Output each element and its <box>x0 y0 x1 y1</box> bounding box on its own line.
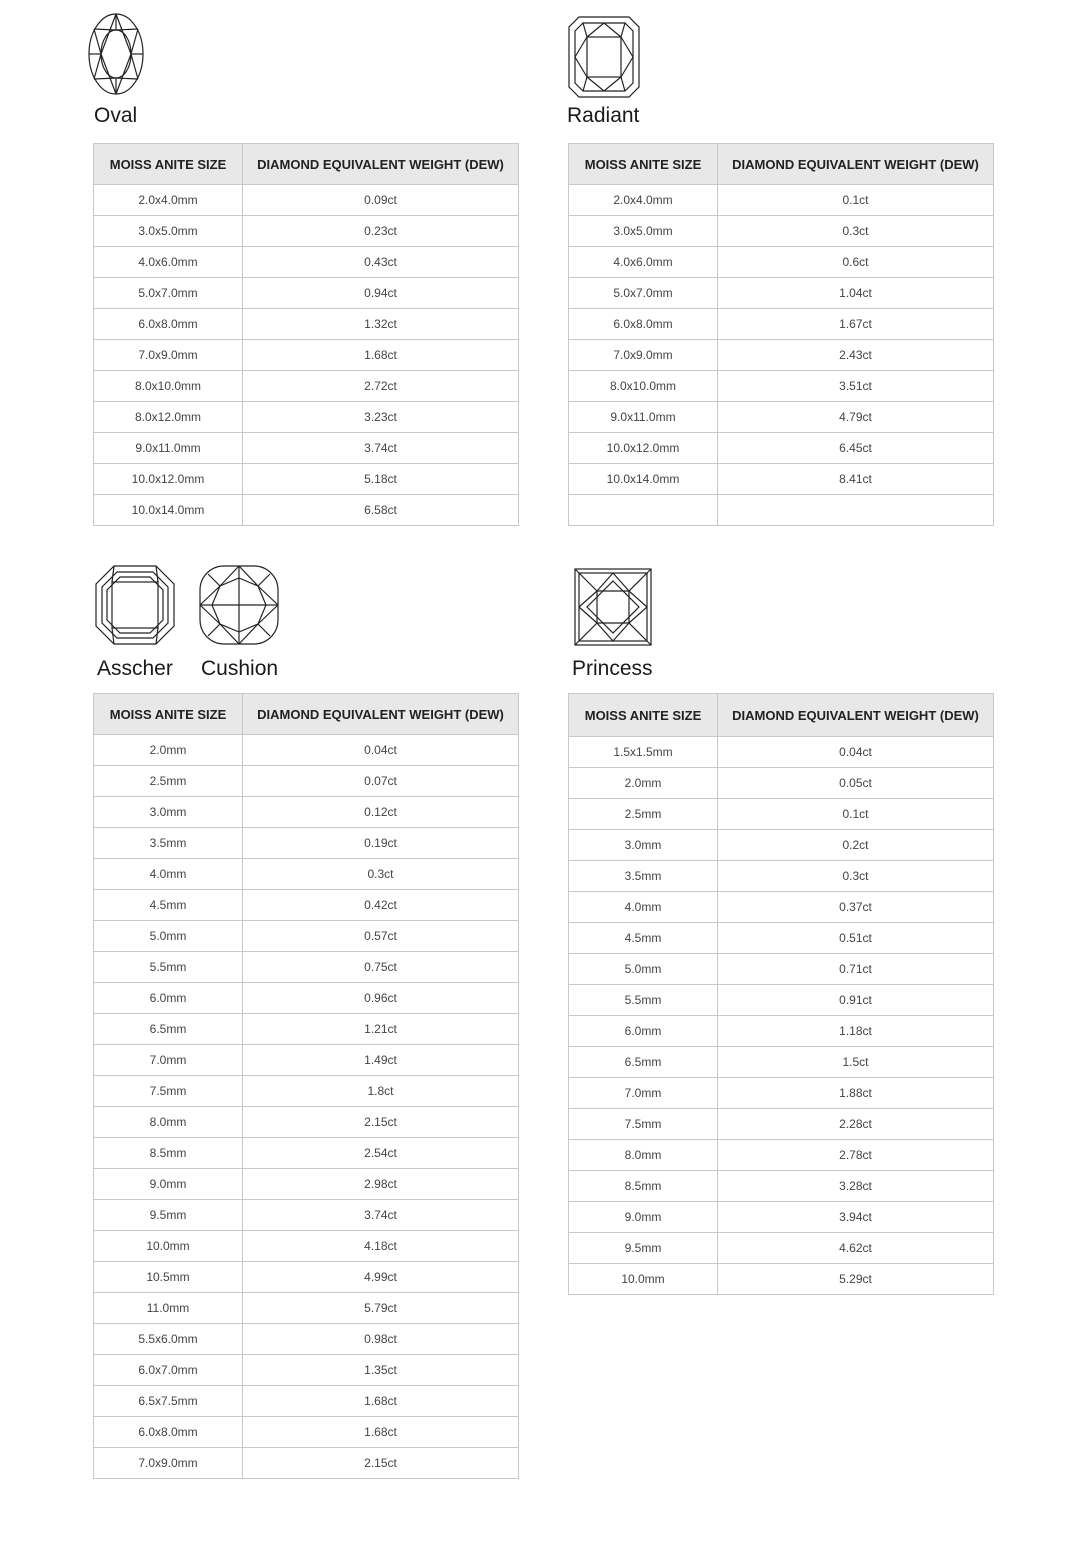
table-row <box>94 797 519 828</box>
table-row <box>94 1355 519 1386</box>
table-row <box>569 371 994 402</box>
size-cell: 3.0mm <box>94 797 243 828</box>
dew-column-header: DIAMOND EQUIVALENT WEIGHT (DEW) <box>243 694 519 735</box>
princess-label: Princess <box>572 657 653 680</box>
table-row <box>94 495 519 526</box>
table-row <box>94 1169 519 1200</box>
dew-cell: 0.19ct <box>243 828 519 859</box>
dew-cell: 0.05ct <box>718 768 994 799</box>
dew-cell: 4.18ct <box>243 1231 519 1262</box>
size-cell: 5.5x6.0mm <box>94 1324 243 1355</box>
dew-cell: 2.78ct <box>718 1140 994 1171</box>
princess-size-table <box>568 693 994 1295</box>
dew-cell: 2.15ct <box>243 1448 519 1479</box>
table-row <box>94 1262 519 1293</box>
table-row <box>569 464 994 495</box>
table-row <box>569 1016 994 1047</box>
dew-cell: 6.45ct <box>718 433 994 464</box>
size-cell: 9.0x11.0mm <box>94 433 243 464</box>
table-row <box>94 340 519 371</box>
dew-cell: 0.98ct <box>243 1324 519 1355</box>
dew-cell: 2.43ct <box>718 340 994 371</box>
dew-cell: 3.94ct <box>718 1202 994 1233</box>
dew-cell: 4.79ct <box>718 402 994 433</box>
size-cell: 3.5mm <box>94 828 243 859</box>
dew-cell: 2.28ct <box>718 1109 994 1140</box>
table-row <box>94 216 519 247</box>
dew-cell: 0.37ct <box>718 892 994 923</box>
dew-cell: 3.74ct <box>243 1200 519 1231</box>
size-cell: 9.0mm <box>569 1202 718 1233</box>
dew-cell: 0.42ct <box>243 890 519 921</box>
dew-cell: 1.68ct <box>243 340 519 371</box>
table-row <box>94 185 519 216</box>
dew-cell: 0.2ct <box>718 830 994 861</box>
size-cell: 9.0x11.0mm <box>569 402 718 433</box>
dew-cell <box>718 495 994 526</box>
size-cell: 8.0mm <box>569 1140 718 1171</box>
dew-cell: 1.68ct <box>243 1417 519 1448</box>
dew-cell: 5.29ct <box>718 1264 994 1295</box>
table-row <box>569 737 994 768</box>
table-row <box>94 1231 519 1262</box>
size-cell: 5.0mm <box>569 954 718 985</box>
table-row <box>569 1202 994 1233</box>
size-cell: 6.0x7.0mm <box>94 1355 243 1386</box>
dew-cell: 8.41ct <box>718 464 994 495</box>
table-row <box>569 1109 994 1140</box>
table-row <box>569 923 994 954</box>
size-cell: 10.0x12.0mm <box>94 464 243 495</box>
dew-cell: 0.1ct <box>718 799 994 830</box>
dew-cell: 3.28ct <box>718 1171 994 1202</box>
table-row <box>94 1045 519 1076</box>
table-row <box>569 1140 994 1171</box>
table-row <box>94 433 519 464</box>
table-row <box>569 861 994 892</box>
size-cell: 3.0x5.0mm <box>569 216 718 247</box>
dew-cell: 0.04ct <box>718 737 994 768</box>
dew-cell: 1.49ct <box>243 1045 519 1076</box>
size-cell: 7.0x9.0mm <box>94 340 243 371</box>
size-cell: 5.0mm <box>94 921 243 952</box>
size-cell: 4.0mm <box>569 892 718 923</box>
size-cell: 4.5mm <box>569 923 718 954</box>
size-cell: 8.0mm <box>94 1107 243 1138</box>
size-cell: 10.5mm <box>94 1262 243 1293</box>
size-cell: 2.0x4.0mm <box>569 185 718 216</box>
table-row <box>569 495 994 526</box>
asscher-label: Asscher <box>97 657 173 680</box>
dew-cell: 2.72ct <box>243 371 519 402</box>
size-column-header: MOISS ANITE SIZE <box>569 144 718 185</box>
dew-cell: 0.12ct <box>243 797 519 828</box>
dew-cell: 0.09ct <box>243 185 519 216</box>
dew-cell: 2.15ct <box>243 1107 519 1138</box>
dew-cell: 0.96ct <box>243 983 519 1014</box>
table-header-row <box>569 144 994 185</box>
size-cell: 2.0mm <box>94 735 243 766</box>
size-cell: 3.0mm <box>569 830 718 861</box>
dew-cell: 0.3ct <box>718 861 994 892</box>
size-cell: 3.0x5.0mm <box>94 216 243 247</box>
size-cell: 8.0x12.0mm <box>94 402 243 433</box>
size-cell: 6.0mm <box>94 983 243 1014</box>
table-row <box>569 309 994 340</box>
dew-cell: 0.1ct <box>718 185 994 216</box>
size-cell: 2.0x4.0mm <box>94 185 243 216</box>
dew-cell: 0.71ct <box>718 954 994 985</box>
oval-gem-icon <box>86 12 146 96</box>
dew-cell: 1.18ct <box>718 1016 994 1047</box>
table-row <box>569 340 994 371</box>
table-row <box>569 216 994 247</box>
size-cell: 5.5mm <box>569 985 718 1016</box>
princess-gem-icon <box>573 567 653 647</box>
table-row <box>94 828 519 859</box>
table-row <box>94 1293 519 1324</box>
table-row <box>569 1047 994 1078</box>
table-row <box>569 830 994 861</box>
dew-cell: 1.21ct <box>243 1014 519 1045</box>
oval-size-table <box>93 143 519 526</box>
size-cell: 4.0x6.0mm <box>569 247 718 278</box>
size-cell: 8.5mm <box>94 1138 243 1169</box>
asscher-cushion-size-table <box>93 693 519 1479</box>
dew-cell: 2.54ct <box>243 1138 519 1169</box>
size-cell: 5.0x7.0mm <box>569 278 718 309</box>
size-cell: 1.5x1.5mm <box>569 737 718 768</box>
dew-cell: 1.5ct <box>718 1047 994 1078</box>
dew-column-header: DIAMOND EQUIVALENT WEIGHT (DEW) <box>718 694 994 737</box>
table-row <box>94 1076 519 1107</box>
size-cell: 10.0x14.0mm <box>569 464 718 495</box>
asscher-gem-icon <box>94 564 176 646</box>
dew-cell: 1.67ct <box>718 309 994 340</box>
dew-cell: 0.3ct <box>243 859 519 890</box>
dew-cell: 5.79ct <box>243 1293 519 1324</box>
size-cell: 6.0x8.0mm <box>94 1417 243 1448</box>
radiant-gem-icon <box>567 15 641 99</box>
dew-cell: 3.51ct <box>718 371 994 402</box>
dew-cell: 0.04ct <box>243 735 519 766</box>
dew-cell: 1.8ct <box>243 1076 519 1107</box>
radiant-size-table <box>568 143 994 526</box>
size-cell: 7.5mm <box>94 1076 243 1107</box>
size-cell: 7.0mm <box>94 1045 243 1076</box>
table-row <box>94 371 519 402</box>
table-row <box>94 983 519 1014</box>
size-cell <box>569 495 718 526</box>
table-row <box>94 921 519 952</box>
dew-cell: 1.35ct <box>243 1355 519 1386</box>
size-cell: 2.5mm <box>94 766 243 797</box>
dew-cell: 2.98ct <box>243 1169 519 1200</box>
size-cell: 8.0x10.0mm <box>569 371 718 402</box>
dew-cell: 1.68ct <box>243 1386 519 1417</box>
size-cell: 9.5mm <box>94 1200 243 1231</box>
table-row <box>569 278 994 309</box>
size-cell: 4.5mm <box>94 890 243 921</box>
size-cell: 11.0mm <box>94 1293 243 1324</box>
table-row <box>94 278 519 309</box>
dew-cell: 0.6ct <box>718 247 994 278</box>
size-cell: 3.5mm <box>569 861 718 892</box>
size-cell: 8.0x10.0mm <box>94 371 243 402</box>
size-column-header: MOISS ANITE SIZE <box>569 694 718 737</box>
dew-cell: 3.23ct <box>243 402 519 433</box>
table-row <box>569 402 994 433</box>
size-column-header: MOISS ANITE SIZE <box>94 694 243 735</box>
table-row <box>94 1386 519 1417</box>
size-cell: 9.0mm <box>94 1169 243 1200</box>
size-cell: 4.0mm <box>94 859 243 890</box>
size-cell: 10.0mm <box>94 1231 243 1262</box>
table-row <box>94 1200 519 1231</box>
size-cell: 7.5mm <box>569 1109 718 1140</box>
table-row <box>94 1448 519 1479</box>
table-row <box>94 402 519 433</box>
dew-column-header: DIAMOND EQUIVALENT WEIGHT (DEW) <box>718 144 994 185</box>
size-cell: 2.0mm <box>569 768 718 799</box>
table-row <box>94 890 519 921</box>
table-row <box>94 766 519 797</box>
size-cell: 6.5mm <box>569 1047 718 1078</box>
size-cell: 6.0x8.0mm <box>94 309 243 340</box>
size-cell: 7.0mm <box>569 1078 718 1109</box>
dew-cell: 0.75ct <box>243 952 519 983</box>
table-header-row <box>569 694 994 737</box>
table-row <box>569 433 994 464</box>
dew-cell: 1.04ct <box>718 278 994 309</box>
table-row <box>94 735 519 766</box>
size-cell: 8.5mm <box>569 1171 718 1202</box>
dew-cell: 0.07ct <box>243 766 519 797</box>
cushion-label: Cushion <box>201 657 279 680</box>
table-row <box>94 464 519 495</box>
table-row <box>569 185 994 216</box>
table-header-row <box>94 694 519 735</box>
dew-cell: 3.74ct <box>243 433 519 464</box>
size-cell: 5.0x7.0mm <box>94 278 243 309</box>
table-row <box>569 799 994 830</box>
size-cell: 6.5x7.5mm <box>94 1386 243 1417</box>
dew-cell: 0.51ct <box>718 923 994 954</box>
table-header-row <box>94 144 519 185</box>
table-row <box>569 1264 994 1295</box>
dew-cell: 0.57ct <box>243 921 519 952</box>
dew-cell: 0.91ct <box>718 985 994 1016</box>
size-column-header: MOISS ANITE SIZE <box>94 144 243 185</box>
table-row <box>569 892 994 923</box>
table-row <box>94 309 519 340</box>
size-cell: 10.0x14.0mm <box>94 495 243 526</box>
table-row <box>569 1078 994 1109</box>
dew-cell: 1.88ct <box>718 1078 994 1109</box>
table-row <box>569 247 994 278</box>
size-cell: 5.5mm <box>94 952 243 983</box>
dew-cell: 5.18ct <box>243 464 519 495</box>
table-row <box>569 1171 994 1202</box>
dew-cell: 6.58ct <box>243 495 519 526</box>
table-row <box>569 954 994 985</box>
dew-cell: 1.32ct <box>243 309 519 340</box>
size-cell: 6.0x8.0mm <box>569 309 718 340</box>
table-row <box>569 1233 994 1264</box>
table-row <box>94 1014 519 1045</box>
size-cell: 10.0mm <box>569 1264 718 1295</box>
dew-cell: 0.23ct <box>243 216 519 247</box>
size-cell: 6.0mm <box>569 1016 718 1047</box>
table-row <box>94 247 519 278</box>
size-cell: 10.0x12.0mm <box>569 433 718 464</box>
size-cell: 9.5mm <box>569 1233 718 1264</box>
table-row <box>569 768 994 799</box>
table-row <box>94 1417 519 1448</box>
dew-cell: 0.94ct <box>243 278 519 309</box>
table-row <box>569 985 994 1016</box>
table-row <box>94 1324 519 1355</box>
dew-cell: 0.43ct <box>243 247 519 278</box>
dew-column-header: DIAMOND EQUIVALENT WEIGHT (DEW) <box>243 144 519 185</box>
size-cell: 2.5mm <box>569 799 718 830</box>
table-row <box>94 1138 519 1169</box>
cushion-gem-icon <box>198 564 280 646</box>
dew-cell: 4.62ct <box>718 1233 994 1264</box>
oval-label: Oval <box>94 104 138 127</box>
size-cell: 7.0x9.0mm <box>569 340 718 371</box>
size-cell: 4.0x6.0mm <box>94 247 243 278</box>
table-row <box>94 952 519 983</box>
radiant-label: Radiant <box>567 104 640 127</box>
dew-cell: 4.99ct <box>243 1262 519 1293</box>
dew-cell: 0.3ct <box>718 216 994 247</box>
table-row <box>94 1107 519 1138</box>
size-cell: 7.0x9.0mm <box>94 1448 243 1479</box>
table-row <box>94 859 519 890</box>
size-cell: 6.5mm <box>94 1014 243 1045</box>
